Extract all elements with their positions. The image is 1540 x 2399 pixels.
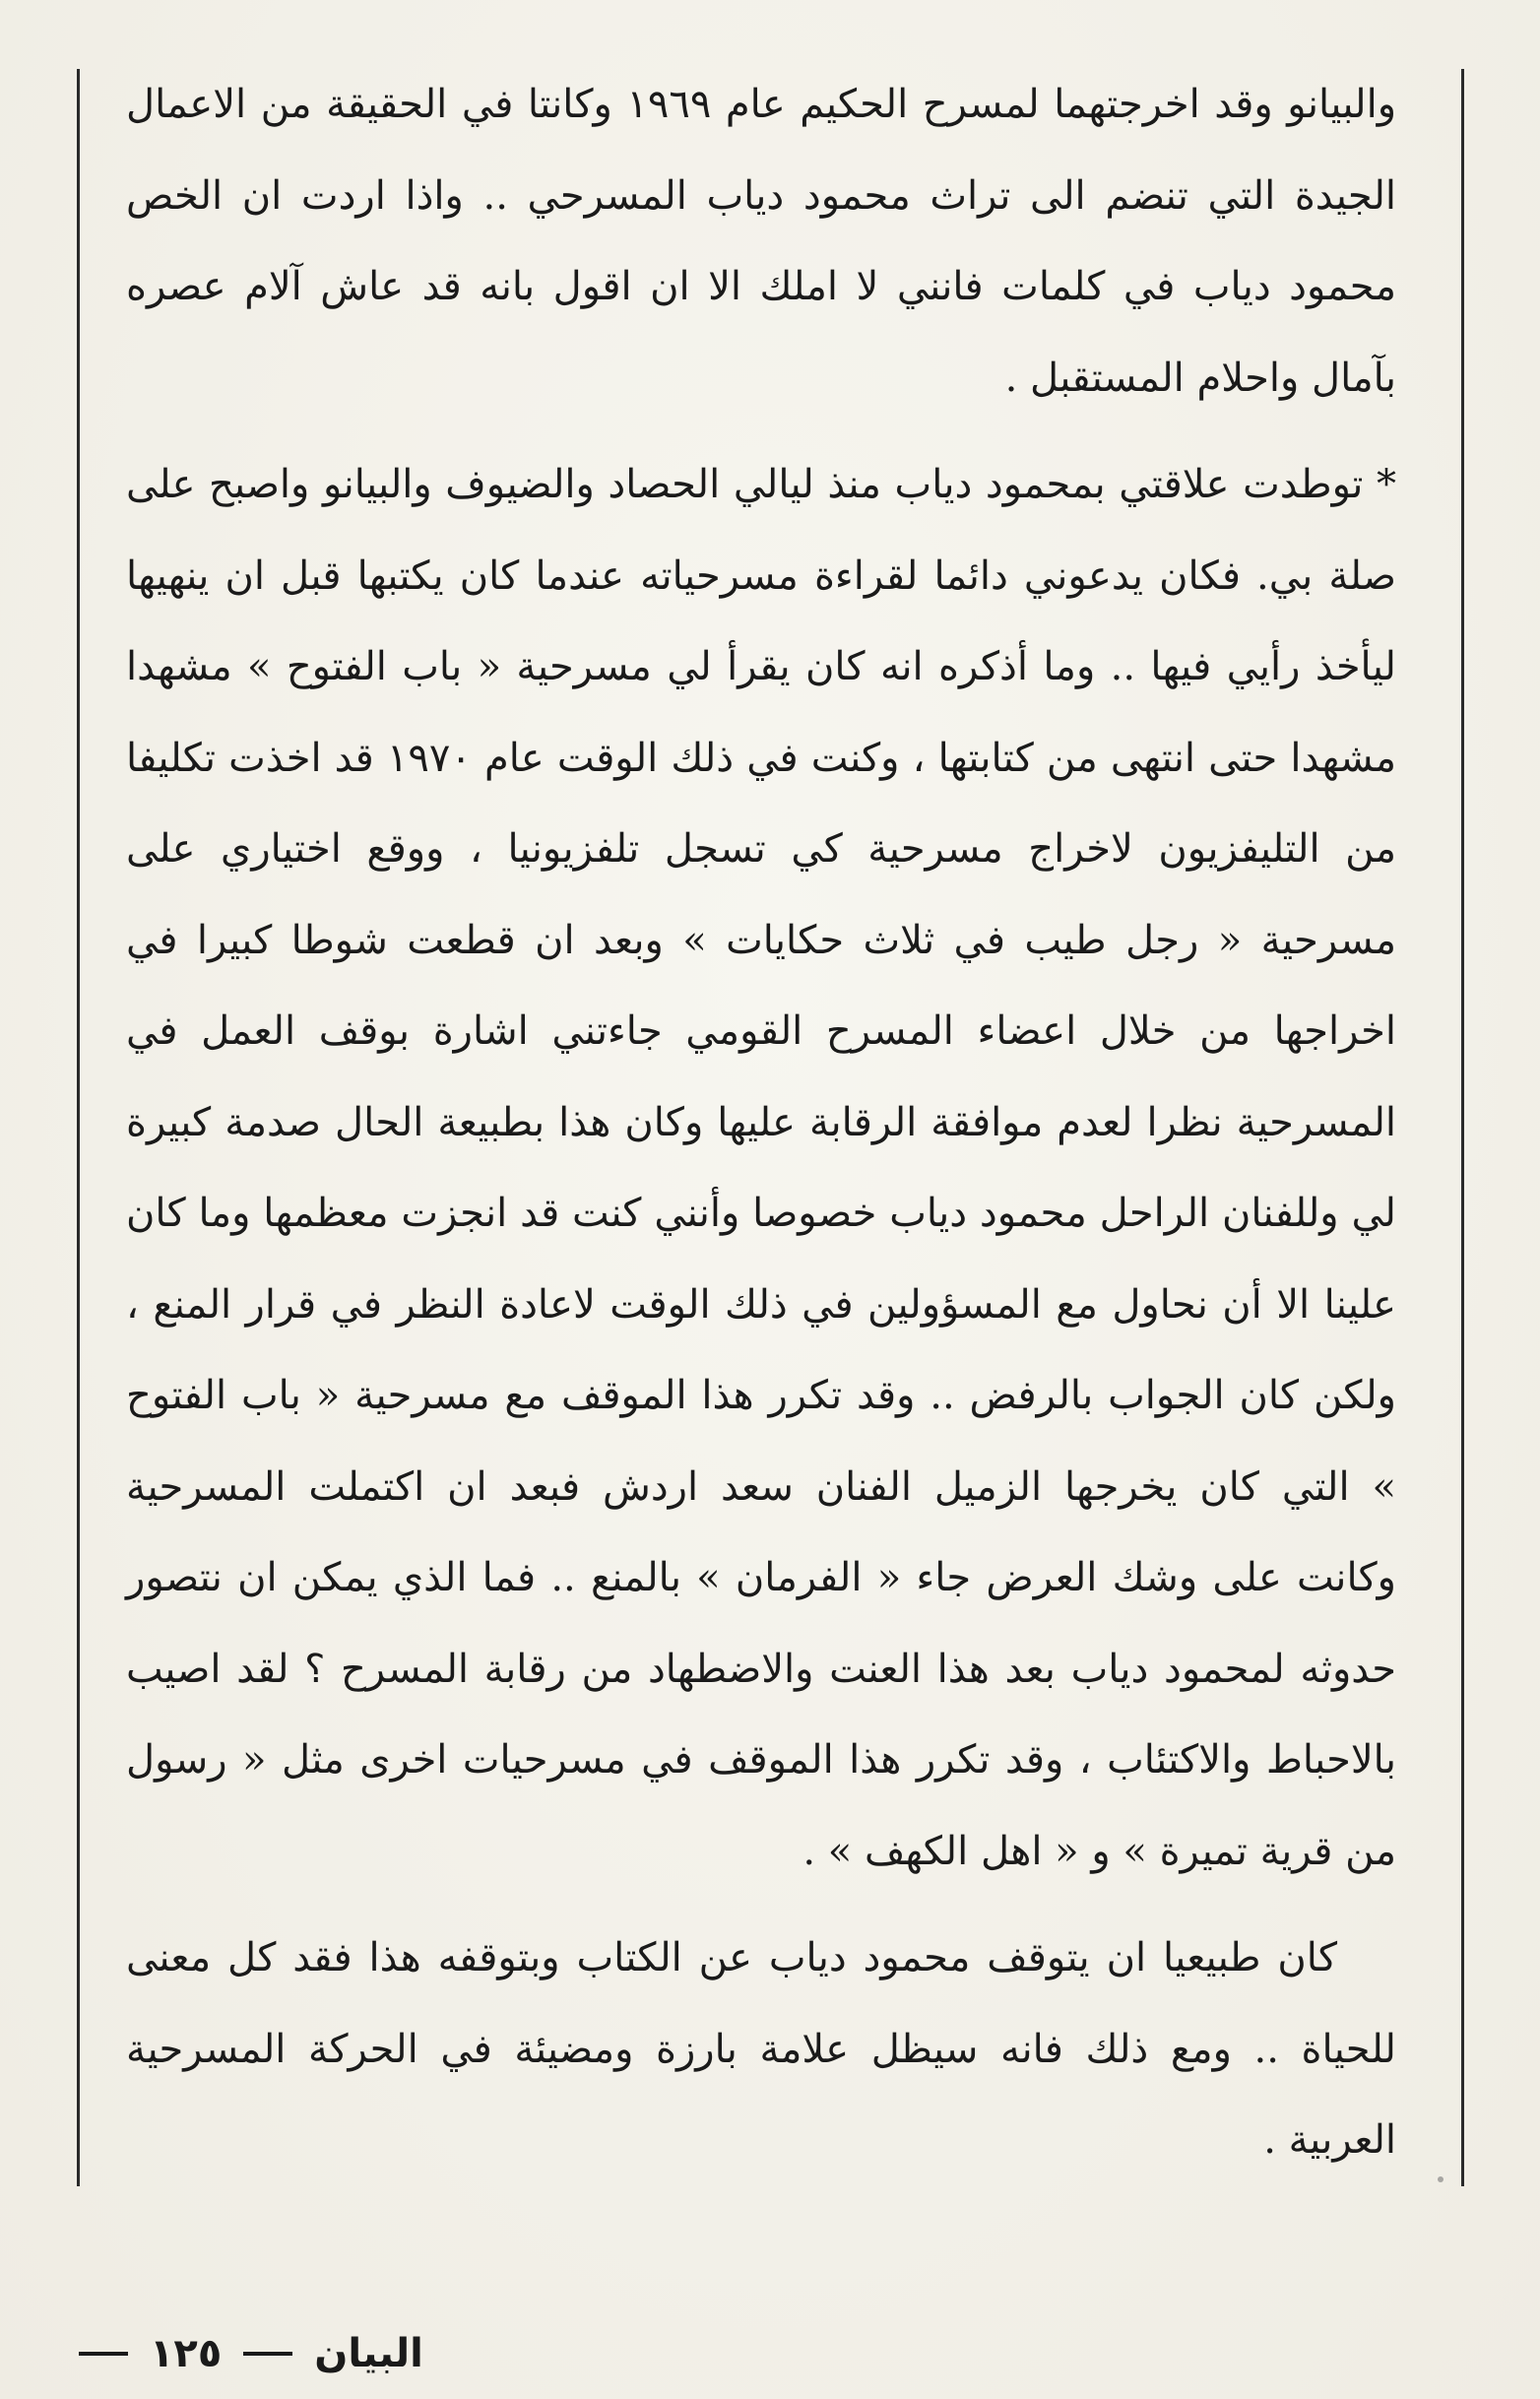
left-column-rule	[77, 69, 80, 2186]
article-body	[126, 59, 1397, 2163]
paragraph-2: * توطدت علاقتي بمحمود دياب منذ ليالي الحصاد والضيوف والبيانو واصبح على صلة بي. فكان يدعوني دائما لقراءة مسرحياته عندما كان يكتبها قبل ان ينهيها ليأخذ رأيي فيها .. وما أذكره انه كان يقرأ لي مسرحية « باب الفتوح » مشهدا مشهدا حتى انتهى من كتابتها ، وكنت في ذلك الوقت عام ١٩٧٠ قد اخذت تكليفا من التليفزيون لاخراج مسرحية كي تسجل تلفزيونيا ، ووقع اختياري على مسرحية « رجل طيب في ثلاث حكايات » وبعد ان قطعت شوطا كبيرا في اخراجها من خلال اعضاء المسرح القومي جاءتني اشارة بوقف العمل في المسرحية نظرا لعدم موافقة الرقابة عليها وكان هذا بطبيعة الحال صدمة كبيرة لي وللفنان الراحل محمود دياب خصوصا وأنني كنت قد انجزت معظمها وما كان علينا الا أن نحاول مع المسؤولين في ذلك الوقت لاعادة النظر في قرار المنع ، ولكن كان الجواب بالرفض .. وقد تكرر هذا الموقف مع مسرحية « باب الفتوح » التي كان يخرجها الزميل الفنان سعد اردش فبعد ان اكتملت المسرحية وكانت على وشك العرض جاء « الفرمان » بالمنع .. فما الذي يمكن ان نتصور حدوثه لمحمود دياب بعد هذا العنت والاضطهاد من رقابة المسرح ؟ لقد اصيب بالاحباط والاكتئاب ، وقد تكرر هذا الموقف في مسرحيات اخرى مثل « رسول من قرية تميرة » و « اهل الكهف » .	[126, 462, 1397, 1874]
footer-magazine-name: البيان	[314, 2331, 423, 2376]
footer-page-number: ١٢٥	[150, 2331, 223, 2376]
footer-dash	[243, 2352, 292, 2356]
paper-speck	[1438, 2176, 1444, 2182]
right-column-rule	[1461, 69, 1464, 2186]
paragraph-1: والبيانو وقد اخرجتهما لمسرح الحكيم عام ١٩٦٩ وكانتا في الحقيقة من الاعمال الجيدة التي تنضم الى تراث محمود دياب المسرحي .. واذا اردت ان الخص محمود دياب في كلمات فانني لا املك الا ان اقول بانه قد عاش آلام عصره بآمال واحلام المستقبل .	[126, 82, 1397, 401]
footer-dash	[79, 2352, 128, 2356]
page-footer	[79, 2319, 492, 2388]
paragraph-3: كان طبيعيا ان يتوقف محمود دياب عن الكتاب وبتوقفه هذا فقد كل معنى للحياة .. ومع ذلك فانه سيظل علامة بارزة ومضيئة في الحركة المسرحية العربية .	[126, 1935, 1396, 2163]
